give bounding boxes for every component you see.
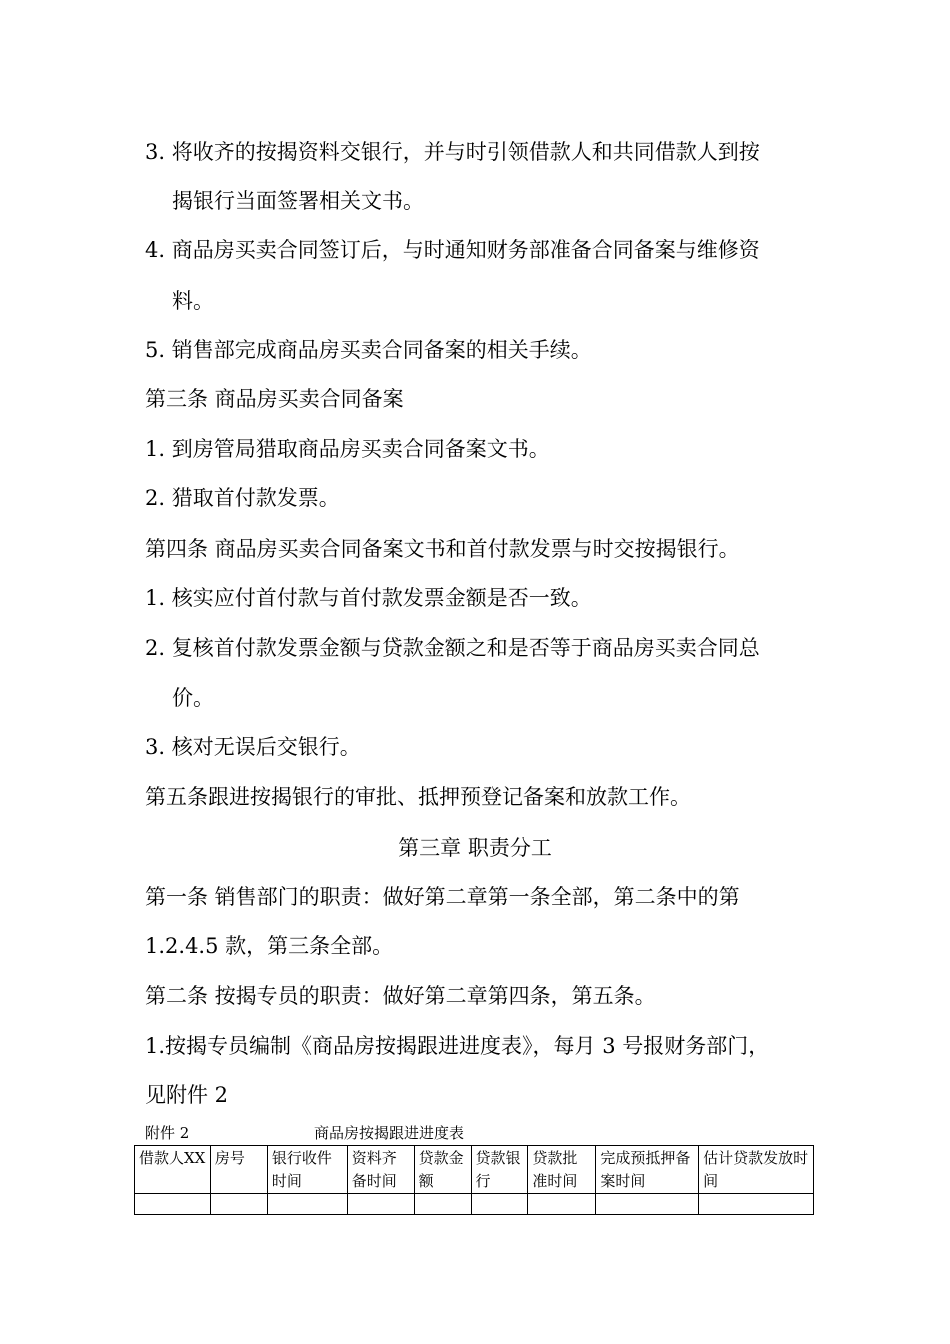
table-cell [528,1194,596,1215]
table-header-row [135,1146,814,1194]
table-cell [267,1194,347,1215]
paragraph-4: 4. 商品房买卖合同签订后，与时通知财务部准备合同备案与维修资 [145,238,760,262]
article-3-item-2: 2. 猎取首付款发票。 [145,486,340,510]
article-4-item-3: 3. 核对无误后交银行。 [145,735,361,759]
article-4-item-2-cont: 价。 [172,686,214,710]
article-4-item-1: 1. 核实应付首付款与首付款发票金额是否一致。 [145,586,592,610]
column-header: 完成预抵押备案时间 [596,1146,699,1194]
table-cell [471,1194,528,1215]
column-header: 银行收件时间 [267,1146,347,1194]
table-cell [135,1194,211,1215]
chapter-3-article-1: 第一条 销售部门的职责：做好第二章第一条全部，第二条中的第 [145,885,740,909]
chapter-3-article-2-item-1-cont: 见附件 2 [145,1083,229,1107]
column-header: 贷款银行 [471,1146,528,1194]
mortgage-progress-table [134,1145,814,1215]
chapter-3-article-2-item-1: 1.按揭专员编制《商品房按揭跟进进度表》，每月 3 号报财务部门， [145,1034,770,1058]
table-cell [210,1194,267,1215]
paragraph-5: 5. 销售部完成商品房买卖合同备案的相关手续。 [145,338,592,362]
article-3-heading: 第三条 商品房买卖合同备案 [145,387,404,411]
column-header: 估计贷款发放时间 [699,1146,814,1194]
table-row [135,1194,814,1215]
table-cell [699,1194,814,1215]
column-header: 借款人XX [135,1146,211,1194]
column-header: 房号 [210,1146,267,1194]
paragraph-3: 3. 将收齐的按揭资料交银行，并与时引领借款人和共同借款人到按 [145,140,760,164]
column-header: 资料齐备时间 [347,1146,414,1194]
paragraph-3-cont: 揭银行当面签署相关文书。 [172,189,424,213]
table-cell [347,1194,414,1215]
article-3-item-1: 1. 到房管局猎取商品房买卖合同备案文书。 [145,437,550,461]
article-4-item-2: 2. 复核首付款发票金额与贷款金额之和是否等于商品房买卖合同总 [145,636,760,660]
chapter-3-heading: 第三章 职责分工 [398,836,552,860]
chapter-3-article-2: 第二条 按揭专员的职责：做好第二章第四条，第五条。 [145,984,656,1008]
chapter-3-article-1-cont: 1.2.4.5 款，第三条全部。 [145,934,394,958]
attachment-label: 附件 2 [145,1124,190,1142]
paragraph-4-cont: 料。 [172,289,214,313]
attachment-title: 商品房按揭跟进进度表 [314,1124,465,1142]
column-header: 贷款金额 [414,1146,471,1194]
article-4-heading: 第四条 商品房买卖合同备案文书和首付款发票与时交按揭银行。 [145,537,740,561]
article-5-heading: 第五条跟进按揭银行的审批、抵押预登记备案和放款工作。 [145,785,691,809]
column-header: 贷款批准时间 [528,1146,596,1194]
table-cell [596,1194,699,1215]
table-cell [414,1194,471,1215]
